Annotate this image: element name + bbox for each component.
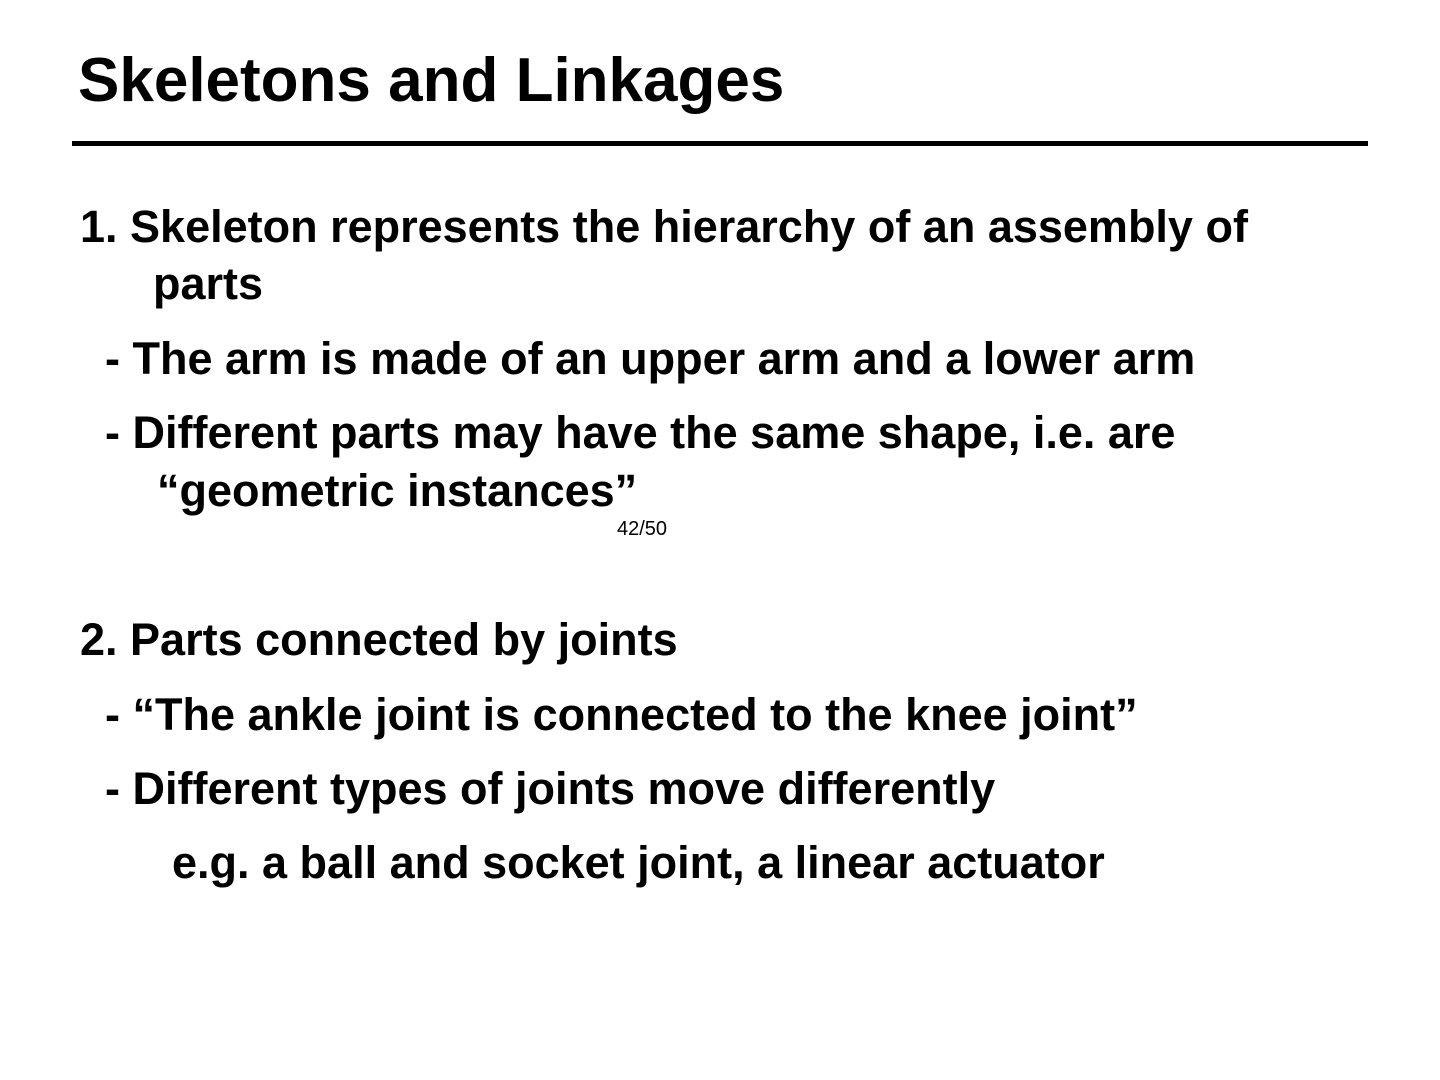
title-divider xyxy=(72,141,1368,146)
page-number: 42/50 xyxy=(617,518,668,540)
section2-example: e.g. a ball and socket joint, a linear actuator xyxy=(172,837,1105,888)
section2-bullet-2: - Different types of joints move differently xyxy=(105,763,996,814)
section2-bullet-1: - “The ankle joint is connected to the knee joint” xyxy=(105,689,1138,740)
section1-bullet-1: - The arm is made of an upper arm and a lower arm xyxy=(105,333,1196,384)
section1-bullet-2-line1: - Different parts may have the same shape, i.e. are xyxy=(105,407,1176,458)
section1-bullet-2-line2: “geometric instances” xyxy=(157,465,638,516)
section1-heading-line2: parts xyxy=(153,258,264,309)
slide-title: Skeletons and Linkages xyxy=(78,46,785,115)
section1-heading-line1: 1. Skeleton represents the hierarchy of an assembly of xyxy=(80,201,1248,252)
section2-heading: 2. Parts connected by joints xyxy=(80,614,678,665)
